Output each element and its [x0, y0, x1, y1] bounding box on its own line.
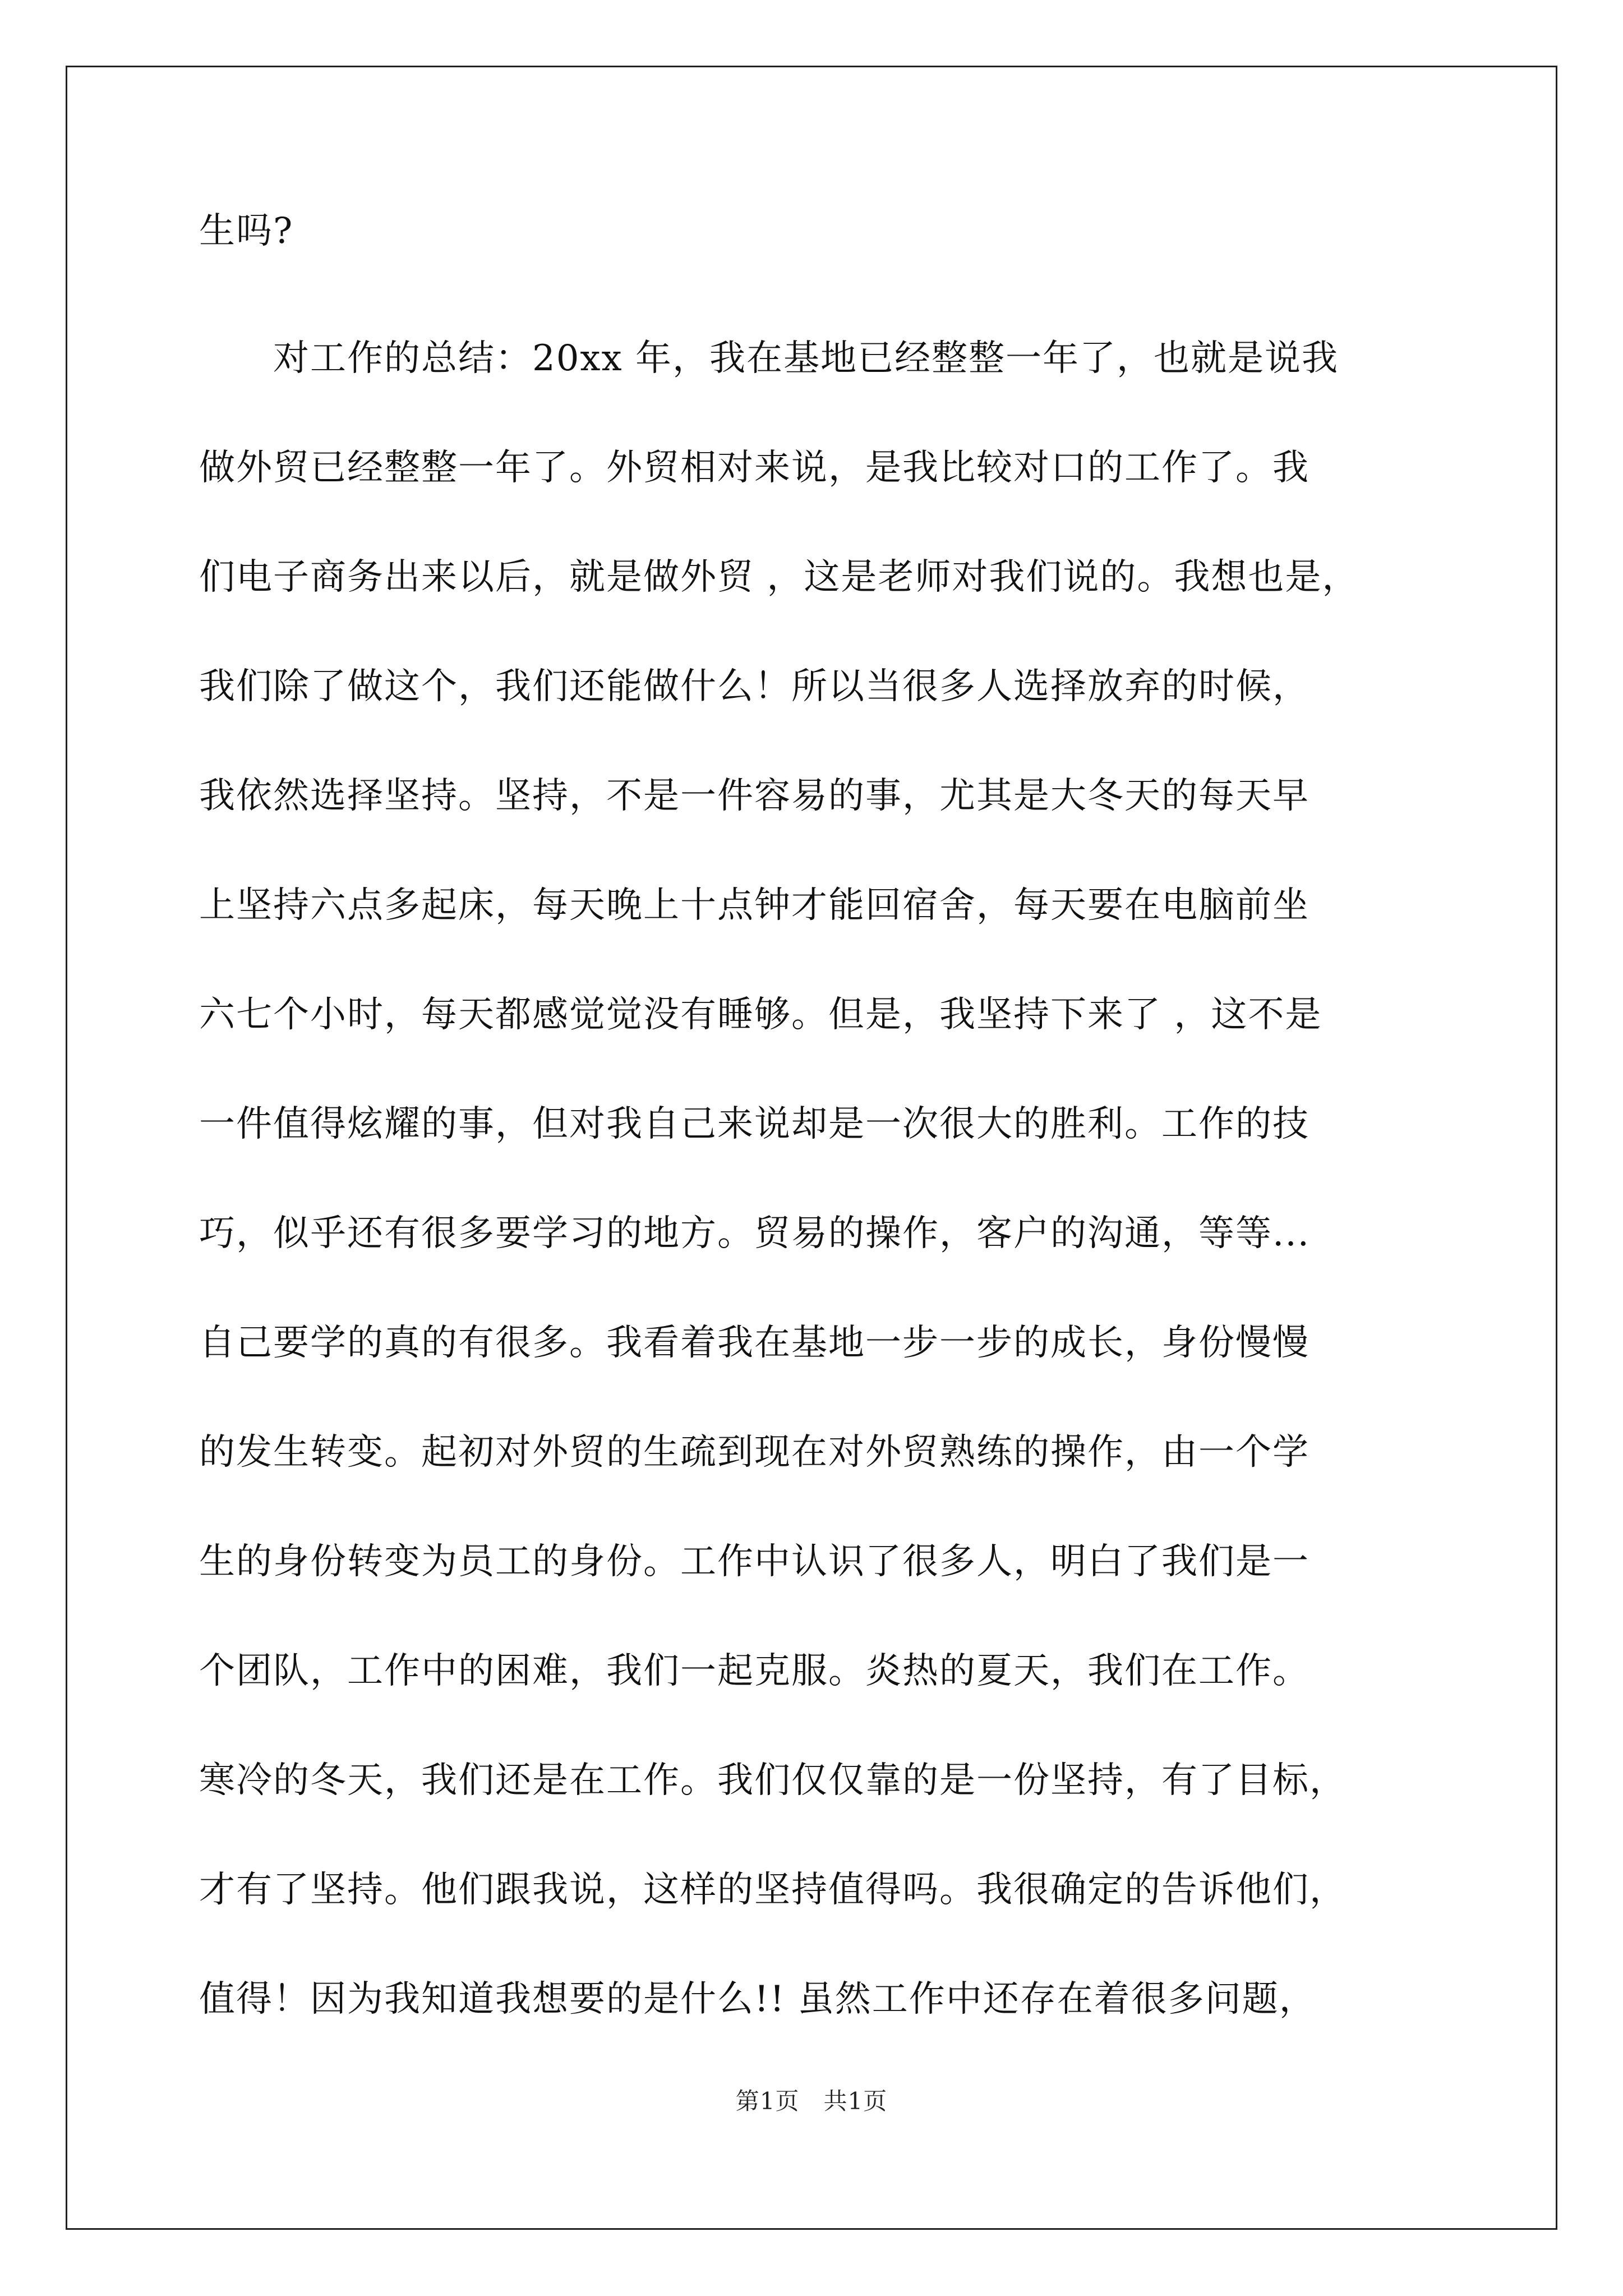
body-text-line: 我们除了做这个，我们还能做什么！所以当很多人选择放弃的时候，	[199, 666, 1310, 707]
body-text-line: 才有了坚持。他们跟我说，这样的坚持值得吗。我很确定的告诉他们，	[199, 1869, 1347, 1911]
body-text-line: 生吗?	[199, 210, 294, 252]
body-text-line: 寒冷的冬天，我们还是在工作。我们仅仅靠的是一份坚持，有了目标，	[199, 1760, 1347, 1801]
body-text-line: 做外贸已经整整一年了。外贸相对来说，是我比较对口的工作了。我	[199, 447, 1310, 489]
body-text-line: 一件值得炫耀的事，但对我自己来说却是一次很大的胜利。工作的技	[199, 1103, 1310, 1145]
body-text-line: 六七个小时，每天都感觉觉没有睡够。但是，我坚持下来了 ，这不是	[199, 994, 1322, 1036]
body-text-line: 对工作的总结：20xx 年，我在基地已经整整一年了，也就是说我	[199, 338, 1339, 379]
body-text-line: 巧，似乎还有很多要学习的地方。贸易的操作，客户的沟通，等等...	[199, 1213, 1311, 1254]
body-text-line: 们电子商务出来以后，就是做外贸 ，这是老师对我们说的。我想也是，	[199, 556, 1359, 598]
body-text-line: 自己要学的真的有很多。我看着我在基地一步一步的成长，身份慢慢	[199, 1322, 1310, 1364]
body-text-line: 的发生转变。起初对外贸的生疏到现在对外贸熟练的操作，由一个学	[199, 1432, 1310, 1473]
body-text-line: 上坚持六点多起床，每天晚上十点钟才能回宿舍，每天要在电脑前坐	[199, 885, 1310, 926]
body-text-line: 我依然选择坚持。坚持，不是一件容易的事，尤其是大冬天的每天早	[199, 775, 1310, 817]
body-text-line: 值得！因为我知道我想要的是什么!! 虽然工作中还存在着很多问题，	[199, 1978, 1316, 2020]
body-text-line: 个团队，工作中的困难，我们一起克服。炎热的夏天，我们在工作。	[199, 1650, 1310, 1692]
body-text-line: 生的身份转变为员工的身份。工作中认识了很多人，明白了我们是一	[199, 1541, 1310, 1582]
page-number-footer: 第1页 共1页	[735, 2087, 888, 2115]
